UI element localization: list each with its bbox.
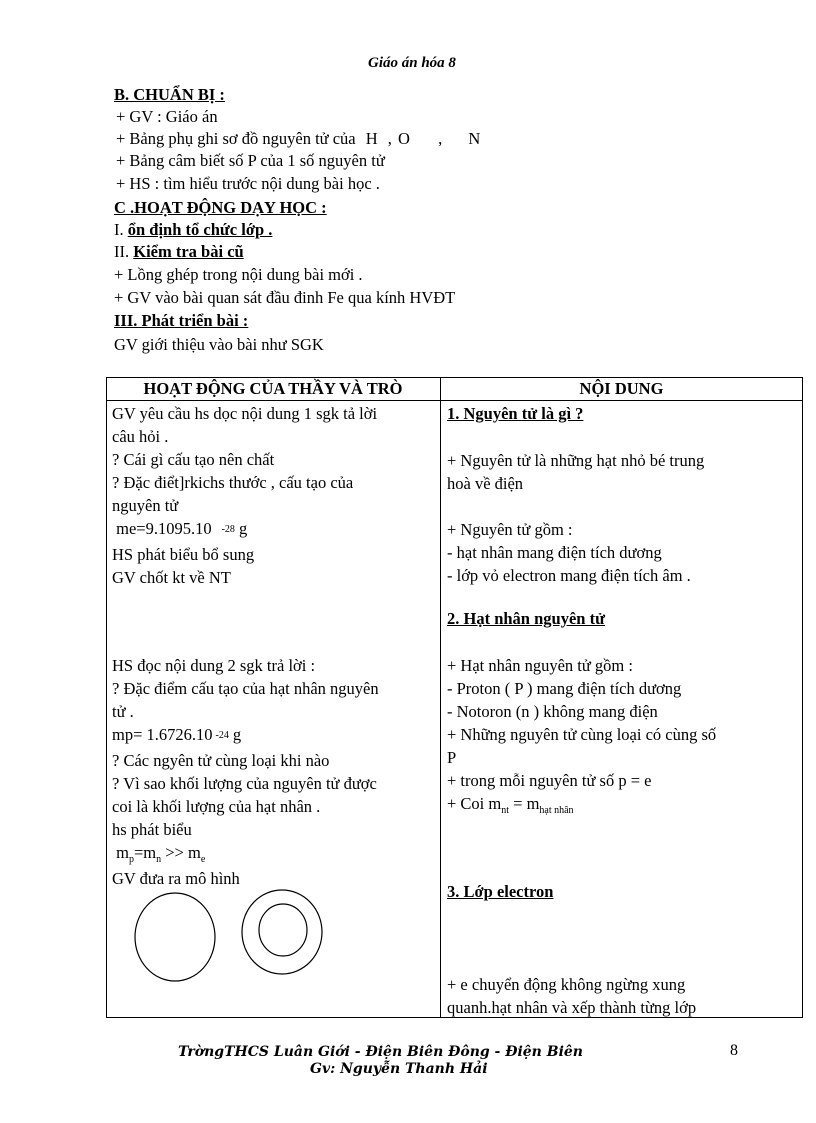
left-line: ? Các ngyên tử cùng loại khi nào (112, 751, 330, 770)
right-line: hoà về điện (447, 474, 524, 493)
element-sep: , (438, 129, 443, 148)
right-line: quanh.hạt nhân và xếp thành từng lớp (447, 998, 697, 1017)
right-block-1 (447, 449, 704, 495)
page-header-title: Giáo án hóa 8 (368, 55, 456, 71)
left-line: coi là khối lượng của hạt nhân . (112, 797, 321, 816)
element-n: N (468, 129, 481, 148)
left-line: ? Cái gì cấu tạo nên chất (112, 450, 275, 469)
atom-outer-shell-circle (242, 890, 322, 974)
right-block-3 (447, 654, 716, 818)
activities-heading: C .HOẠT ĐỘNG DẠY HỌC : (114, 198, 327, 217)
content-heading-2: 2. Hạt nhân nguyên tử (447, 609, 605, 628)
footer-teacher: Gv: Nguyễn Thanh Hải (310, 1061, 488, 1077)
right-line: + trong mỗi nguyên tử số p = e (447, 771, 652, 790)
mass-formula (112, 841, 379, 867)
right-line: - hạt nhân mang điện tích dương (447, 543, 662, 562)
atom-inner-shell-circle (259, 904, 307, 956)
section-1 (114, 219, 272, 241)
prep-gv: + GV : Giáo án (116, 107, 218, 126)
section-3-title: III. Phát triển bài : (114, 311, 249, 330)
left-block-2 (112, 654, 379, 890)
formula-sub-e: e (200, 854, 206, 865)
table-border-left (106, 377, 107, 1018)
table-header-content: NỘI DUNG (579, 379, 664, 398)
left-line: tử . (112, 702, 134, 721)
right-line: + Nguyên tử gồm : (447, 520, 573, 539)
atom-model-diagram (130, 880, 340, 990)
formula-eq: =m (133, 843, 157, 862)
approx-m-nt: + Coi m (447, 794, 502, 813)
table-header-activities: HOẠT ĐỘNG CỦA THẦY VÀ TRÒ (143, 379, 403, 398)
atom-single-shell-circle (135, 893, 215, 981)
left-line: GV đưa ra mô hình (112, 869, 240, 888)
preparation-heading: B. CHUẨN BỊ : (114, 85, 225, 104)
right-line: + Hạt nhân nguyên tử gồm : (447, 656, 633, 675)
section-2-line1: + Lồng ghép trong nội dung bài mới . (114, 265, 363, 284)
element-o: O (398, 129, 410, 148)
table-header-divider (106, 400, 803, 401)
element-h: H (365, 129, 378, 148)
right-line: + e chuyển động không ngừng xung (447, 975, 686, 994)
proton-mass-unit: g (232, 725, 242, 744)
left-block-1 (112, 402, 377, 589)
electron-mass-unit: g (238, 519, 248, 538)
proton-mass-exp: -24 (215, 730, 229, 741)
element-sep: , (387, 129, 392, 148)
left-line: HS phát biểu bổ sung (112, 545, 255, 564)
electron-mass-exp: -28 (221, 524, 235, 535)
formula-m: m (116, 843, 129, 862)
section-2 (114, 241, 244, 263)
content-heading-1: 1. Nguyên tử là gì ? (447, 404, 584, 423)
formula-sub-n: n (156, 854, 162, 865)
section-2-number: II. (114, 242, 130, 261)
right-line: + Những nguyên tử cùng loại có cùng số (447, 725, 717, 744)
table-column-divider (440, 377, 441, 1018)
right-block-2 (447, 518, 691, 587)
section-2-line2: + GV vào bài quan sát đầu đinh Fe qua kính HVĐT (114, 288, 456, 307)
approx-sub-nt: nt (501, 805, 510, 816)
section-1-number: I. (114, 220, 124, 239)
right-block-4 (447, 973, 696, 1019)
formula-sub-p: p (128, 854, 134, 865)
proton-mass-base: mp= 1.6726.10 (112, 725, 213, 744)
page-number: 8 (730, 1042, 738, 1059)
section-3-intro: GV giới thiệu vào bài như SGK (114, 335, 324, 354)
prep-hs: + HS : tìm hiểu trước nội dung bài học . (116, 174, 380, 193)
prep-board1-text: + Bảng phụ ghi sơ đồ nguyên tử của (116, 129, 356, 148)
left-line: nguyên tử (112, 496, 179, 515)
formula-gt: >> m (161, 843, 201, 862)
left-line: câu hỏi . (112, 427, 169, 446)
mass-approximation (447, 792, 716, 818)
left-line: ? Đặc điểm cấu tạo của hạt nhân nguyên (112, 679, 379, 698)
left-line: GV yêu cầu hs dọc nội dung 1 sgk tả lời (112, 404, 378, 423)
electron-mass-base: me=9.1095.10 (116, 519, 212, 538)
right-line: - lớp vỏ electron mang điện tích âm . (447, 566, 691, 585)
left-line: hs phát biểu (112, 820, 192, 839)
footer-school: TrờngTHCS Luân Giới - Điện Biên Đông - Điện Biên (178, 1044, 583, 1060)
section-1-title: ổn định tổ chức lớp . (127, 220, 273, 239)
approx-sub-nucleus: hạt nhân (539, 805, 574, 816)
right-line: - Notoron (n ) không mang điện (447, 702, 658, 721)
electron-mass (112, 517, 377, 543)
table-border-right (802, 377, 803, 1018)
right-line: - Proton ( P ) mang điện tích dương (447, 679, 682, 698)
left-line: ? Vì sao khối lượng của nguyên tử được (112, 774, 377, 793)
proton-mass (112, 723, 379, 749)
content-heading-3: 3. Lớp electron (447, 882, 554, 901)
right-line: + Nguyên tử là những hạt nhỏ bé trung (447, 451, 705, 470)
approx-eq: = m (509, 794, 540, 813)
prep-board2: + Bảng câm biết số P của 1 số nguyên tử (116, 151, 385, 170)
prep-board1 (116, 128, 480, 150)
right-line: P (447, 748, 457, 767)
section-2-title: Kiểm tra bài cũ (133, 242, 244, 261)
left-line: HS đọc nội dung 2 sgk trả lời : (112, 656, 316, 675)
left-line: ? Đặc điểt]rkichs thước , cấu tạo của (112, 473, 354, 492)
left-line: GV chốt kt về NT (112, 568, 231, 587)
